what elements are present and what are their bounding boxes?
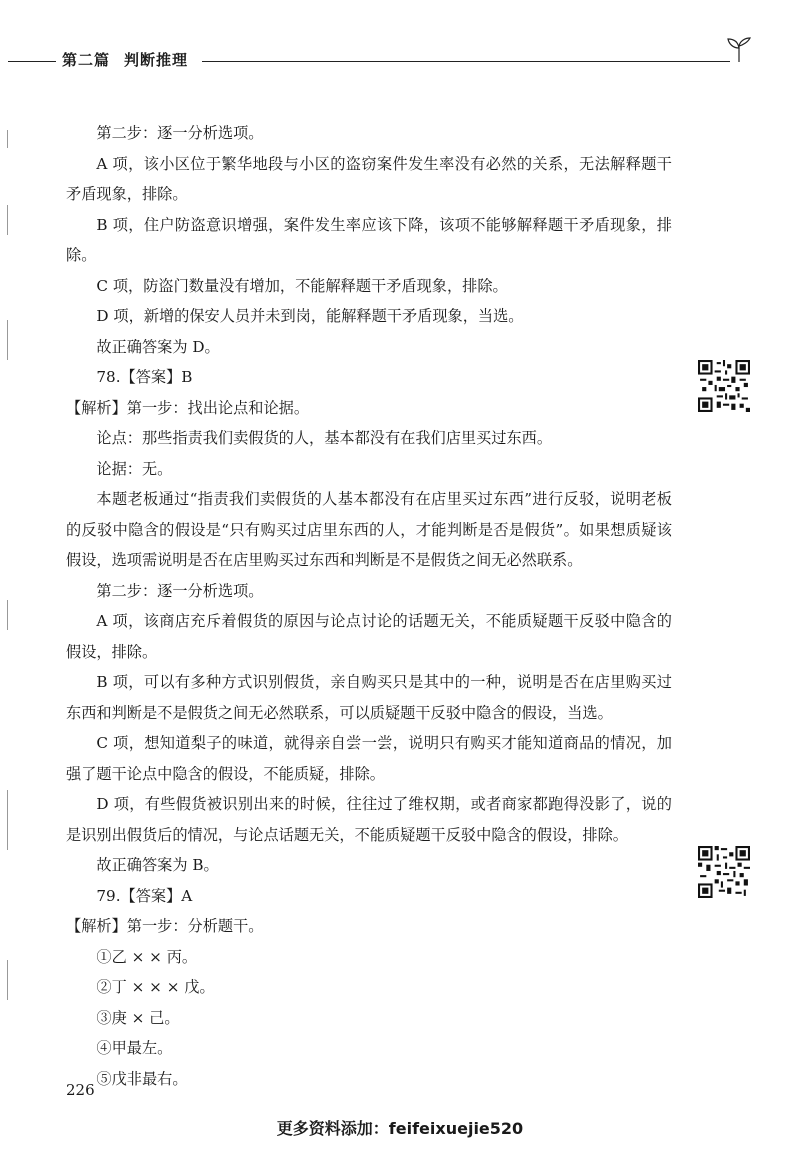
margin-tick (7, 790, 8, 850)
qr-code-icon[interactable] (698, 846, 750, 898)
answer-heading: 78.【答案】B (96, 368, 193, 386)
condition-item: ①乙 × × 丙。 (96, 947, 198, 966)
body-text (66, 118, 672, 1094)
paragraph: 论点：那些指责我们卖假货的人，基本都没有在我们店里买过东西。 (96, 429, 553, 447)
qr-code-icon[interactable] (698, 360, 750, 412)
paragraph: D 项，有些假货被识别出来的时候，往往过了维权期，或者商家都跑得没影了，说的是识别出假货后的情况，与论点话题无关，不能质疑题干反驳中隐含的假设，排除。 (66, 795, 672, 844)
footer-note: 更多资料添加：feifeixuejie520 (276, 1119, 524, 1138)
analysis-heading: 【解析】第一步：分析题干。 (66, 917, 264, 935)
sprout-icon (724, 36, 754, 66)
condition-item: ②丁 × × × 戊。 (96, 978, 215, 996)
running-header (62, 49, 202, 70)
condition-item: ④甲最左。 (96, 1039, 173, 1057)
paragraph: 故正确答案为 B。 (96, 856, 219, 874)
paragraph: B 项，住户防盗意识增强，案件发生率应该下降，该项不能够解释题干矛盾现象，排除。 (66, 215, 672, 264)
paragraph: D 项，新增的保安人员并未到岗，能解释题干矛盾现象，当选。 (96, 307, 524, 325)
margin-tick (7, 600, 8, 630)
header-section: 判断推理 (124, 51, 189, 69)
margin-tick (7, 320, 8, 360)
paragraph: 本题老板通过“指责我们卖假货的人基本都没有在店里买过东西”进行反驳，说明老板的反驳中隐含的假设是“只有购买过店里东西的人，才能判断是否是假货”。如果想质疑该假设，选项需说明是否在店里购买过东西和判断是不是假货之间无必然联系。 (66, 490, 672, 569)
margin-tick (7, 205, 8, 235)
paragraph: 论据：无。 (96, 459, 173, 478)
header-rule-right (202, 61, 730, 62)
header-rule-left (8, 61, 56, 62)
paragraph: 故正确答案为 D。 (96, 337, 220, 356)
paragraph: C 项，防盗门数量没有增加，不能解释题干矛盾现象，排除。 (96, 276, 508, 295)
header-part: 第二篇 (62, 51, 111, 69)
page-number: 226 (66, 1081, 95, 1099)
margin-tick (7, 130, 8, 148)
condition-item: ⑤戊非最右。 (96, 1069, 188, 1088)
paragraph: 第二步：逐一分析选项。 (96, 581, 264, 600)
paragraph: A 项，该商店充斥着假货的原因与论点讨论的话题无关，不能质疑题干反驳中隐含的假设，排除。 (66, 612, 672, 661)
margin-tick (7, 960, 8, 1000)
paragraph: C 项，想知道梨子的味道，就得亲自尝一尝，说明只有购买才能知道商品的情况，加强了题干论点中隐含的假设，不能质疑，排除。 (66, 734, 672, 783)
analysis-heading: 【解析】第一步：找出论点和论据。 (66, 398, 309, 417)
paragraph: A 项，该小区位于繁华地段与小区的盗窃案件发生率没有必然的关系，无法解释题干矛盾现象，排除。 (66, 154, 672, 203)
answer-heading: 79.【答案】A (96, 886, 193, 905)
paragraph: 第二步：逐一分析选项。 (96, 124, 264, 142)
paragraph: B 项，可以有多种方式识别假货，亲自购买只是其中的一种，说明是否在店里购买过东西和判断是不是假货之间无必然联系，可以质疑题干反驳中隐含的假设，当选。 (66, 673, 672, 722)
condition-item: ③庚 × 己。 (96, 1008, 180, 1027)
